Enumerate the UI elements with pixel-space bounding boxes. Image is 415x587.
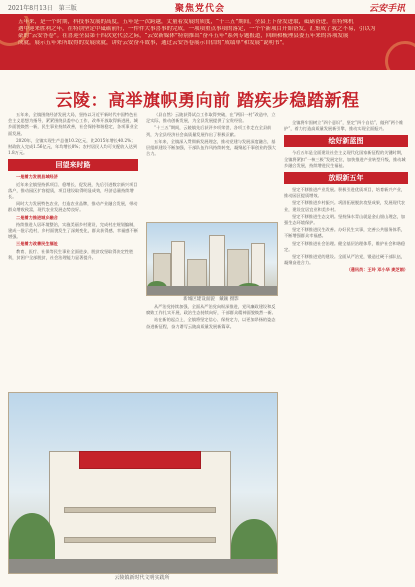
sub-heading: 二是着力推进城乡融合 bbox=[16, 214, 58, 220]
column-left bbox=[8, 112, 138, 262]
intro-banner bbox=[0, 16, 415, 70]
article-paragraph: 教育、医疗、社保等民生事业全面进步，脱贫攻坚取得决定性胜利，贫困户全部脱贫，社会治理能力显著提升。 bbox=[8, 248, 134, 260]
article-paragraph: 近年来全镇坚持抓项目、稳增长、促发展，先后引进数宗新兴项目落户，推动园区扩容提质，项目建设取得明显成效，经济总量持续增长。 bbox=[8, 181, 138, 200]
section-heading-review: 回望来时路 bbox=[8, 159, 138, 171]
banner-line: 豪的“云安答卷”。在喜迎全县第十四次党代会之际，“云安新媒体”特别推出“奋斗五年”系列专题报道，回顾和梳理县委五年来的各项发展 bbox=[18, 33, 349, 39]
city-photo bbox=[146, 222, 278, 296]
article-paragraph: 坚定不移推进党的建设。全面从严治党，锻造过硬干部队伍，凝聚奋进合力。 bbox=[284, 254, 406, 266]
column-middle-lower bbox=[146, 304, 276, 331]
article-paragraph: 坚定不移推进社会治理。健全基层治理体系，维护社会和谐稳定。 bbox=[284, 240, 406, 252]
page-header bbox=[0, 0, 415, 16]
article-paragraph: 站在新的起点上，全镇将坚定信心、保持定力，以更加昂扬的姿态奋进新征程，奋力谱写云陵高质量发展新篇章。 bbox=[146, 317, 276, 329]
main-headline: 云陵：高举旗帜勇向前 踏疾步稳踏新程 bbox=[55, 91, 360, 111]
photo-caption: 新城区建设面貌 戴颖 摄影 bbox=[183, 297, 239, 302]
article-paragraph: 同时大力发展特色农业，打造农业品牌，推动产业融合发展，带动群众增收致富，现代农业发展态势良好。 bbox=[8, 201, 138, 213]
article-paragraph: 从严治党持续加强，全面从严治党向纵深推进，党风廉政建设和反腐败工作扎实开展，政治生态持续向好，干部群众精神面貌焕然一新。 bbox=[146, 304, 276, 316]
article-paragraph: 五年来，全镇深入贯彻新发展理念，推动党建与发展深度融合，基层组织建设不断加强，干部队伍作风持续转变，凝聚起干事创业的强大合力。 bbox=[146, 138, 276, 157]
column-right bbox=[284, 120, 408, 275]
article-paragraph: 坚定不移推进生态文明。坚持绿水青山就是金山银山理念，加强生态环境保护。 bbox=[284, 213, 406, 226]
article-paragraph: 坚定不移推进产业发展。积极引进优质项目，培育新兴产业，推动园区提质增效。 bbox=[284, 187, 406, 199]
column-middle bbox=[146, 112, 276, 158]
article-paragraph: 今后五年是全面建设社会主义现代化国家新征程的关键时期，全镇将紧扣“一核三极”发展定位，加快推进产业转型升级，推动城乡融合发展，持续增进民生福祉。 bbox=[284, 150, 406, 168]
article-paragraph: 坚定不移推进民生改善。办好民生实事，完善公共服务体系，不断增强群众幸福感。 bbox=[284, 227, 406, 239]
bottom-photo-caption: 云陵镇新时代文明实践所 bbox=[114, 575, 170, 581]
article-paragraph: （县自然）云陵获得试点工作取得突破，在“两旧一村”改造中，立足实际，推动创新发展，为全县发展提供了宝贵经验。 bbox=[146, 112, 276, 124]
article-paragraph: “十三五”期间，云陵镇先后获评多项荣誉，各项工作走在全县前列，为全县经济社会高质量发展作出了积极贡献。 bbox=[146, 125, 272, 137]
paper-name: 云安手讯 bbox=[368, 4, 405, 14]
building-photo bbox=[8, 392, 278, 574]
article-paragraph: 全镇将牢固树立“四个意识”，坚定“四个自信”，做到“两个维护”，着力打造高质量发展新引擎，推动实现全面振兴。 bbox=[284, 120, 404, 132]
sub-heading: 一是着力发展县域经济 bbox=[16, 174, 58, 180]
article-paragraph: 2020年，全镇实现生产总值10.2亿元，比2015年增长40.2%；财政收入完成1.56亿元，年均增长8%；农村居民人均可支配收入达到1.8万元。 bbox=[8, 137, 138, 156]
banner-line: 遇中迎来胜利之年，在特别坚定中砥砺前行，一件件大事喜事的完成，一项项重点事项的落定，一个个新项目开始奋发，汇集成了我之不易，引以为 bbox=[18, 26, 376, 32]
section-heading-blueprint: 绘好新蓝图 bbox=[284, 135, 408, 147]
article-paragraph: 持续推进人居环境整治，实施美丽乡村建设，完成村庄规划编制，建成一批示范村，乡村面貌发生了深刻变化，群众获得感、幸福感不断增强。 bbox=[8, 221, 138, 240]
article-paragraph: 五年来，全镇围绕经济发展大局，坚持以习近平新时代中国特色社会主义思想为指导，紧紧围绕县委中心工作，改革开放取得新进展，城乡面貌焕然一新，民生事业持续改善，社会保持和谐稳定，各项事业全面发展。 bbox=[8, 112, 138, 136]
byline: （通讯员：王玲 邓小华 麦芝娟） bbox=[346, 267, 408, 273]
sub-heading: 三是着力改善民生福祉 bbox=[16, 241, 58, 247]
section-heading-future: 放眼新五年 bbox=[284, 172, 408, 184]
section-title: 聚焦党代会 bbox=[175, 4, 226, 14]
article-paragraph: 坚定不移推进乡村振兴。巩固拓展脱贫攻坚成果，发展现代农业，建设宜居宜业和美乡村。 bbox=[284, 200, 406, 212]
banner-line: 成就，展示五年来所取得的发展成就，讲好云安奋斗故事，通过云安答卷展示自信的“成绩单”和发展“说明书”。 bbox=[18, 40, 288, 46]
banner-line: 五年来，是一个时期，科技事发展的高度，五年是一次跨越，丈量着发展的质度，“十三五”期间，全县上下奋发进取，砥砺奋进，在特殊机 bbox=[18, 19, 354, 25]
issue-date: 2021年8月13日 第三版 bbox=[8, 5, 77, 12]
